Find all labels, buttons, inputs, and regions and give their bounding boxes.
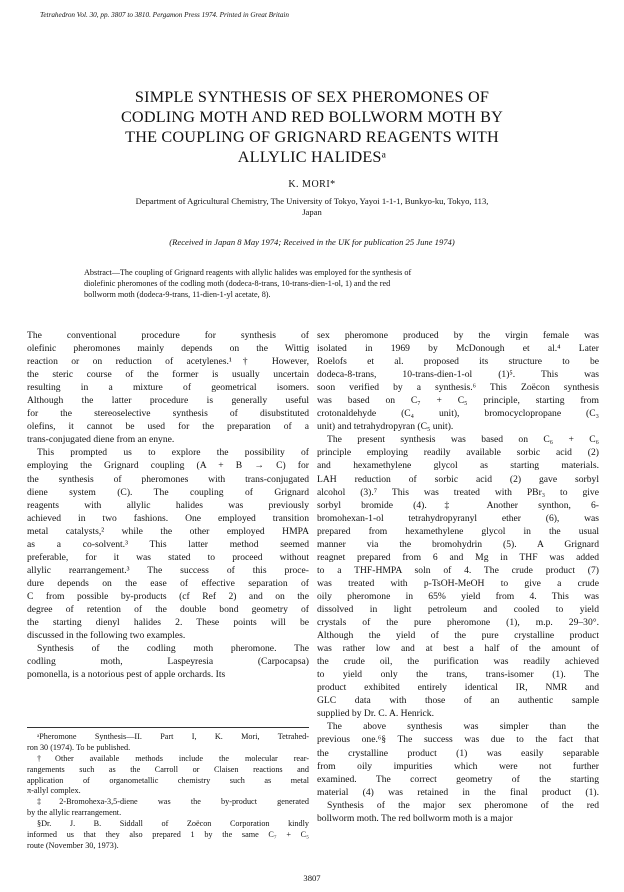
- text-line: material (4) was retained in the final product (1).: [317, 786, 599, 798]
- text-line: alcohol (3).⁷ This was treated with PBr₃ to give: [317, 486, 599, 498]
- text-line: prepared from hexamethylene glycol in the usual: [317, 525, 599, 537]
- text-line: oily pheromone in 65% yield from 4. This was: [317, 590, 599, 602]
- text-line: manner via the bromohydrin (5). A Grignard: [317, 538, 599, 550]
- text-line: dure depends on the ease of effective separation of: [27, 577, 309, 589]
- text-line: rangements such as the Carroll or Claisen reactions and: [27, 764, 309, 774]
- text-line: the crystalline product (1) was easily separable: [317, 747, 599, 759]
- text-line: unit) and tetrahydropyran (C₅ unit).: [317, 421, 454, 433]
- abstract-line: diolefinic pheromones of the codling moth (dodeca-8-trans, 10-trans-dien-1-ol, 1) and the red: [84, 279, 391, 288]
- text-line: product exhibited entirely identical IR, NMR and: [317, 682, 599, 694]
- text-line: allylic rearrangement.³ The success of this proce-: [27, 564, 309, 576]
- text-line: for the stereoselective synthesis of disubstituted: [27, 408, 309, 420]
- received-dates: (Received in Japan 8 May 1974; Received in the UK for publication 25 June 1974): [169, 237, 455, 247]
- text-line: This prompted us to explore the possibility of: [37, 447, 309, 459]
- text-line: was rather low and at best a half of the amount of: [317, 643, 599, 655]
- text-line: §Dr. J. B. Siddall of Zoëcon Corporation kindly: [37, 819, 309, 829]
- text-line: diene system (C). The coupling of Grignard: [27, 486, 309, 498]
- text-line: supplied by Dr. C. A. Henrick.: [317, 708, 434, 720]
- text-line: crystals of the pure pheromone (1), m.p. 29–30°.: [317, 617, 599, 629]
- text-line: reaction or on reduction of acetylenes.¹† However,: [27, 356, 309, 368]
- text-line: olefins, it cannot be used for the preparation of a: [27, 421, 309, 433]
- text-line: informed us that they also prepared 1 by the same C₇ + C₅: [27, 830, 309, 840]
- text-line: degree of retention of the double bond geometry of: [27, 603, 309, 615]
- text-line: sex pheromone produced by the virgin female was: [317, 330, 599, 341]
- text-line: principle employing readily available sorbic acid (2): [317, 447, 599, 459]
- text-line: the crude oil, the purification was readily achieved: [317, 656, 599, 668]
- text-line: discussed in the following two examples.: [27, 630, 186, 642]
- footnotes: [27, 732, 309, 852]
- text-line: route (November 30, 1973).: [27, 840, 119, 850]
- text-line: Roelofs et al. proposed its structure to be: [317, 356, 599, 368]
- text-line: isolated in 1969 by McDonough et al.⁴ Later: [317, 343, 599, 355]
- abstract-line: Abstract—The coupling of Grignard reagents with allylic halides was employed for the synthesis of: [84, 268, 412, 277]
- text-line: soon verified by a synthesis.⁶ This Zoëcon synthesis: [317, 382, 599, 394]
- text-line: metal catalysts,² while the other employed HMPA: [27, 525, 309, 537]
- affiliation-line: Department of Agricultural Chemistry, The University of Tokyo, Yayoi 1-1-1, Bunkyo-ku, Tokyo, 113,: [135, 196, 489, 206]
- text-line: π-allyl complex.: [27, 786, 81, 796]
- article-title: [60, 87, 564, 167]
- body-column-left: [27, 329, 309, 681]
- running-head: Tetrahedron Vol. 30, pp. 3807 to 3810. Pergamon Press 1974. Printed in Great Britain: [40, 11, 290, 19]
- text-line: The present synthesis was based on C₆ + C₆: [327, 434, 599, 446]
- text-line: The above synthesis was simpler than the: [327, 721, 599, 733]
- text-line: C from possible by-products (cf Ref 2) and on the: [27, 590, 309, 602]
- text-line: pomonella, is a notorious pest of apple orchards. Its: [27, 669, 226, 681]
- text-line: reagnet prepared from 6 and Mg in THF was added: [317, 551, 599, 563]
- text-line: dissolved in light petroleum and cooled to yield: [317, 603, 599, 615]
- text-line: Synthesis of the major sex pheromone of the red: [327, 799, 599, 811]
- text-line: by the allylic rearrangement.: [27, 808, 122, 818]
- text-line: achieved in two fashions. One employed transition: [27, 512, 309, 524]
- text-line: the starting dienyl halides 2. These points will be: [27, 617, 309, 629]
- text-line: bollworm moth. The red bollworm moth is a major: [317, 812, 513, 824]
- text-line: was based on C₇ + C₅ principle, starting from: [317, 395, 599, 407]
- text-line: from oily impurities which were not further: [317, 760, 599, 772]
- title-line: ALLYLIC HALIDESᵃ: [237, 148, 387, 166]
- text-line: reagents with allylic halides was previously: [27, 499, 309, 511]
- abstract-line: bollworm moth (dodeca-9-trans, 11-dien-1-yl acetate, 8).: [84, 290, 271, 299]
- text-line: ‡2-Bromohexa-3,5-diene was the by-product generated: [37, 797, 309, 807]
- text-line: dodeca-8-trans, 10-trans-dien-1-ol (1)⁵. This was: [317, 369, 599, 381]
- text-line: codling moth, Laspeyresia (Carpocapsa): [27, 656, 309, 668]
- text-line: to yield only the trans, trans-isomer (1). The: [317, 669, 599, 681]
- text-line: examined. The correct geometry of the starting: [317, 773, 599, 785]
- text-line: ron 30 (1974). To be published.: [27, 742, 131, 752]
- text-line: was treated with p-TsOH-MeOH to give a crude: [317, 577, 599, 589]
- author-name: K. MORI*: [288, 179, 336, 190]
- text-line: as a co-solvent.³ This latter method seemed: [27, 538, 309, 550]
- page-number: 3807: [303, 873, 321, 883]
- text-line: Although the yield of the pure crystalline product: [317, 630, 599, 642]
- text-line: preferable, for it was stated to proceed without: [27, 551, 309, 563]
- text-line: sorbyl bromide (4).‡ Another synthon, 6-: [317, 499, 599, 511]
- text-line: LAH reduction of sorbic acid (2) gave sorbyl: [317, 473, 599, 485]
- text-line: trans-conjugated diene from an enyne.: [27, 434, 175, 446]
- text-line: the synthesis of pheromones with trans-conjugated: [27, 473, 309, 485]
- text-line: and hexamethylene glycol as starting materials.: [317, 460, 599, 472]
- body-column-right: [317, 329, 599, 825]
- affiliation-line: Japan: [302, 207, 322, 217]
- text-line: resulting in a mixture of geometrical isomers.: [27, 382, 309, 394]
- text-line: to a THF-HMPA soln of 4. The crude product (7): [317, 564, 599, 576]
- text-line: crotonaldehyde (C₄ unit), bromocyclopropane (C₃: [317, 408, 599, 420]
- text-line: Synthesis of the codling moth pheromone. The: [37, 643, 309, 655]
- text-line: the steric course of the former is usually uncertain: [27, 369, 309, 381]
- text-line: Although the latter procedure is generally useful: [27, 395, 309, 407]
- title-line: SIMPLE SYNTHESIS OF SEX PHEROMONES OF: [134, 88, 490, 106]
- text-line: olefinic pheromones mainly depends on the Wittig: [27, 343, 309, 355]
- abstract: [84, 267, 546, 300]
- text-line: GLC data with those of an authentic sample: [317, 695, 599, 707]
- text-line: †Other available methods include the molecular rear-: [37, 753, 309, 763]
- affiliation: [60, 196, 564, 218]
- footnote-divider: [27, 727, 309, 728]
- title-line: THE COUPLING OF GRIGNARD REAGENTS WITH: [125, 128, 499, 146]
- title-line: CODLING MOTH AND RED BOLLWORM MOTH BY: [120, 108, 504, 126]
- text-line: employing the Grignard coupling (A + B → C) for: [27, 460, 309, 472]
- text-line: previous one.⁶§ The success was due to the fact that: [317, 734, 599, 746]
- text-line: application of organometallic chemistry such as metal: [27, 775, 309, 785]
- text-line: ᵃPheromone Synthesis—II. Part I, K. Mori, Tetrahed-: [37, 732, 309, 741]
- text-line: The conventional procedure for synthesis of: [27, 330, 309, 341]
- text-line: bromohexan-1-ol tetrahydropyranyl ether (6), was: [317, 512, 599, 524]
